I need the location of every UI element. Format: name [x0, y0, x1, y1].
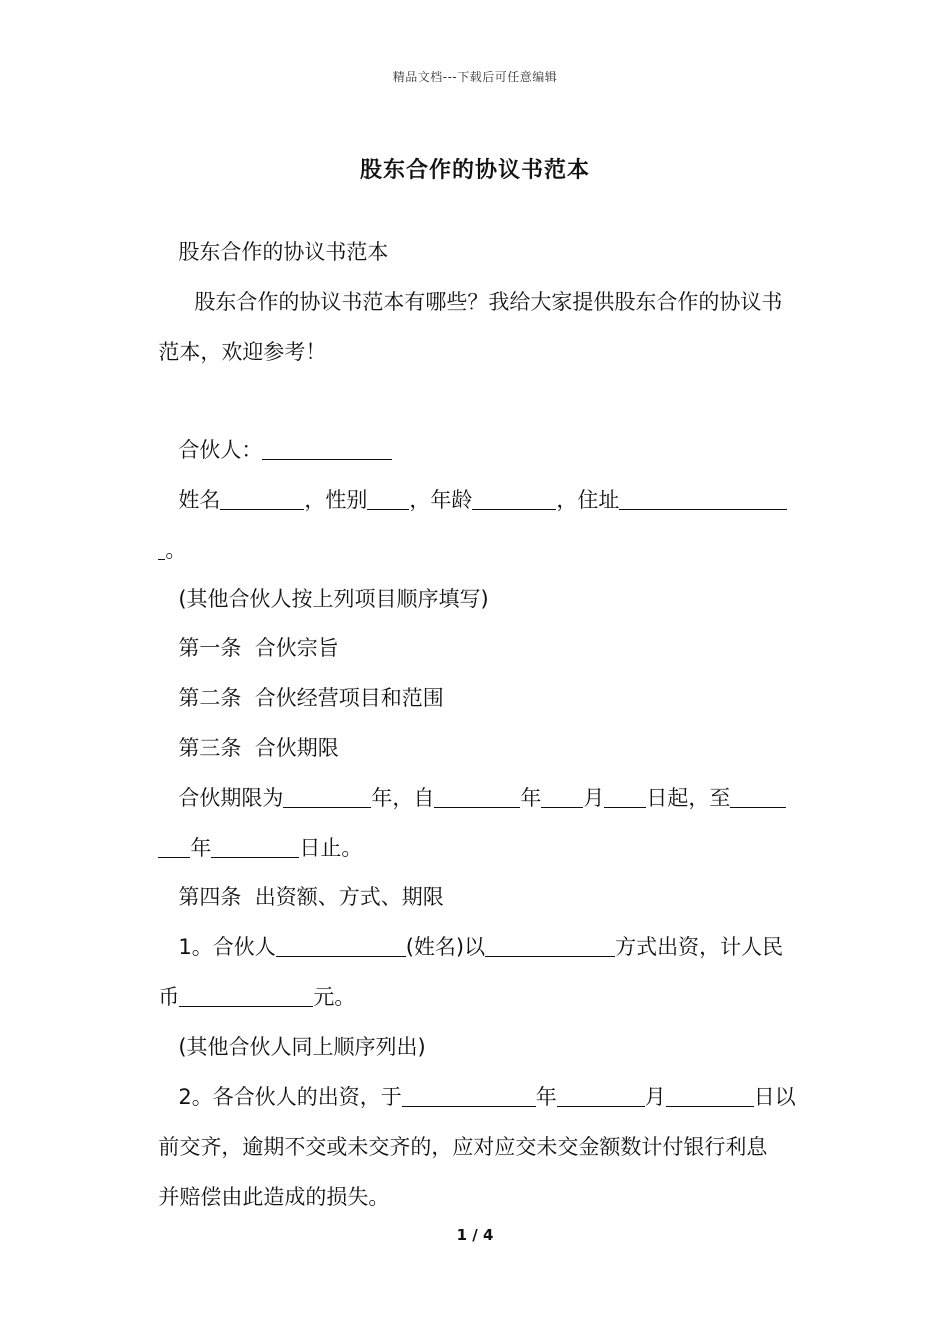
other-partners-text-2: (其他合伙人同上顺序列出)	[178, 1035, 426, 1059]
term-text-4: 月	[583, 786, 605, 810]
contribution-text-1: 1。合伙人	[178, 935, 276, 959]
page-number: 1 / 4	[456, 1226, 494, 1244]
intro-text-2: 范本，欢迎参考！	[158, 340, 327, 364]
term-text-3: 年	[520, 786, 542, 810]
deadline-text-6: 并赔偿由此造成的损失。	[158, 1185, 390, 1209]
deadline-text-2: 年	[535, 1085, 557, 1109]
document-title: 股东合作的协议书范本	[359, 158, 590, 183]
partner-info-end: 。	[165, 538, 187, 562]
term-text-7: 日止。	[299, 836, 363, 860]
article-3-heading: 第三条 合伙期限	[178, 736, 339, 760]
deadline-text-5: 前交齐，逾期不交或未交齐的，应对应交未交金额数计付银行利息	[158, 1135, 768, 1159]
name-label: 姓名	[178, 488, 221, 512]
article-2-heading: 第二条 合伙经营项目和范围	[178, 686, 444, 710]
gender-label: ，性别	[304, 488, 368, 512]
deadline-text-4: 日以	[753, 1085, 796, 1109]
term-text-5: 日起，至	[646, 786, 731, 810]
age-label: ，年龄	[409, 488, 473, 512]
page-header: 精品文档---下载后可任意编辑	[392, 70, 558, 84]
other-partners-text: (其他合伙人按上列项目顺序填写)	[178, 587, 489, 611]
article-1-heading: 第一条 合伙宗旨	[178, 636, 339, 660]
contribution-text-2: (姓名)以	[405, 935, 486, 959]
term-text-2: 年，自	[371, 786, 435, 810]
intro-line-2	[0, 307, 950, 367]
deadline-line-3	[0, 1152, 950, 1212]
contribution-text-4: 币	[158, 985, 180, 1009]
term-text-6: 年	[190, 836, 212, 860]
subtitle-text: 股东合作的协议书范本	[178, 240, 389, 264]
article-4-heading: 第四条 出资额、方式、期限	[178, 885, 444, 909]
term-text-1: 合伙期限为	[178, 786, 284, 810]
intro-text-1: 股东合作的协议书范本有哪些？我给大家提供股东合作的协议书	[194, 290, 783, 314]
contribution-text-3: 方式出资，计人民	[615, 935, 784, 959]
address-label: ，住址	[556, 488, 620, 512]
deadline-text-1: 2。各合伙人的出资，于	[178, 1085, 402, 1109]
partner-label: 合伙人：	[178, 438, 263, 462]
deadline-text-3: 月	[644, 1085, 666, 1109]
contribution-text-5: 元。	[313, 985, 356, 1009]
